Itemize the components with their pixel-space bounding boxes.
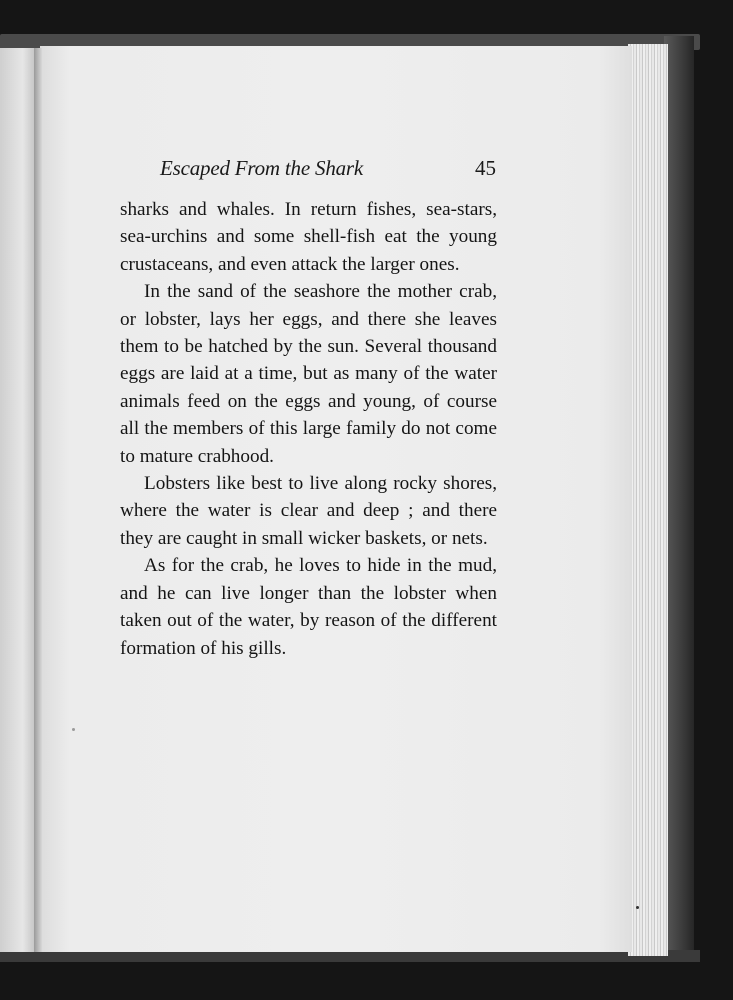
paragraph: As for the crab, he loves to hide in the mud, and he can live longer than the lobster when taken out of the water, by reason of the different formation of his gills. [120, 555, 497, 659]
book-cover-edge [664, 36, 694, 956]
page-gutter [34, 48, 42, 952]
page-header [160, 156, 500, 186]
running-head: Escaped From the Shark [160, 156, 364, 180]
page-number: 45 [475, 156, 496, 180]
page-body [120, 196, 497, 662]
paragraph: Lobsters like best to live along rocky shores, where the water is clear and deep ; and there they are caught in small wicker baskets, or nets. [120, 473, 497, 549]
paragraph: sharks and whales. In return fishes, sea-stars, sea-urchins and some shell-fish eat the young crustaceans, and even attack the larger ones. [120, 199, 497, 275]
page-block-edges [628, 44, 668, 956]
left-page-edge [0, 48, 38, 952]
paper-speck [636, 906, 639, 909]
paragraph: In the sand of the seashore the mother crab, or lobster, lays her eggs, and there she leaves them to be hatched by the sun. Several thousand eggs are laid at a time, but as many of the water animals feed on the eggs and young, of course all the members of this large family do not come to mature crabhood. [120, 281, 497, 467]
paper-speck [72, 728, 75, 731]
